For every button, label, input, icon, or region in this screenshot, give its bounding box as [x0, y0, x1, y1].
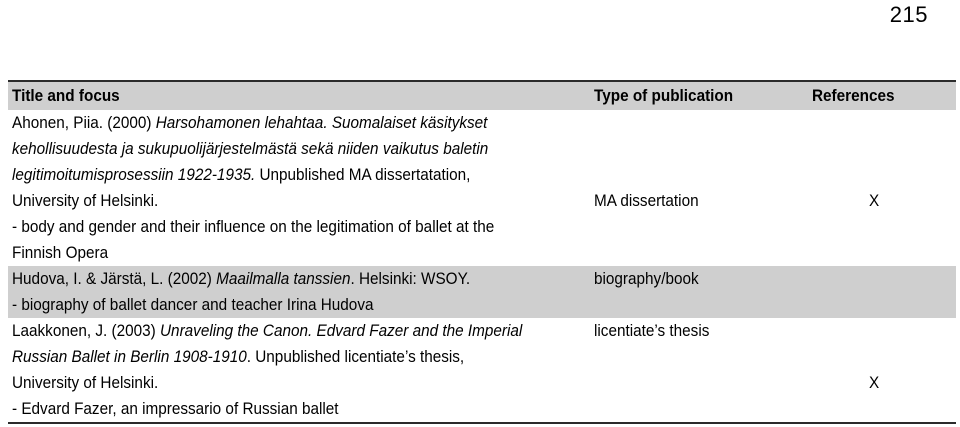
publication-type: licentiate’s thesis: [594, 321, 710, 340]
citation-line: Russian Ballet in Berlin 1908-1910. Unpublished licentiate’s thesis,: [12, 347, 465, 366]
citation-line: legitimoitumisprosessiin 1922-1935. Unpublished MA dissertatation,: [12, 165, 471, 184]
table-row: [8, 110, 956, 266]
citation-line: University of Helsinki.: [12, 373, 159, 392]
references-mark: X: [869, 191, 880, 210]
header-type-of-publication: Type of publication: [594, 86, 734, 105]
citation-line: Ahonen, Piia. (2000) Harsohamonen lehahtaa. Suomalaiset käsitykset: [12, 113, 488, 132]
references-cell: [794, 110, 956, 266]
citation-line: Laakkonen, J. (2003) Unraveling the Canon. Edvard Fazer and the Imperial: [12, 321, 523, 340]
citation-line: University of Helsinki.: [12, 191, 159, 210]
focus-line: Finnish Opera: [12, 243, 109, 262]
table-row: [8, 318, 956, 422]
type-cell: [594, 110, 794, 266]
table-row: [8, 266, 956, 318]
type-cell: [594, 318, 794, 422]
table-header-row: [8, 82, 956, 110]
references-cell: [794, 266, 956, 318]
focus-line: - Edvard Fazer, an impressario of Russian ballet: [12, 399, 339, 418]
title-cell: [12, 110, 594, 266]
type-cell: [594, 266, 794, 318]
title-cell: [12, 318, 594, 422]
focus-line: - biography of ballet dancer and teacher Irina Hudova: [12, 295, 374, 314]
focus-line: - body and gender and their influence on the legitimation of ballet at the: [12, 217, 495, 236]
references-cell: [794, 318, 956, 422]
page-number: 215: [889, 2, 928, 27]
references-mark: X: [869, 373, 880, 392]
header-references: References: [812, 86, 895, 105]
title-cell: [12, 266, 594, 318]
citation-line: kehollisuudesta ja sukupuolijärjestelmästä sekä niiden vaikutus baletin: [12, 139, 489, 158]
publication-type: MA dissertation: [594, 191, 699, 210]
references-table: [8, 80, 956, 424]
publication-type: biography/book: [594, 269, 699, 288]
citation-line: Hudova, I. & Järstä, L. (2002) Maailmalla tanssien. Helsinki: WSOY.: [12, 269, 471, 288]
header-title-and-focus: Title and focus: [12, 86, 120, 105]
